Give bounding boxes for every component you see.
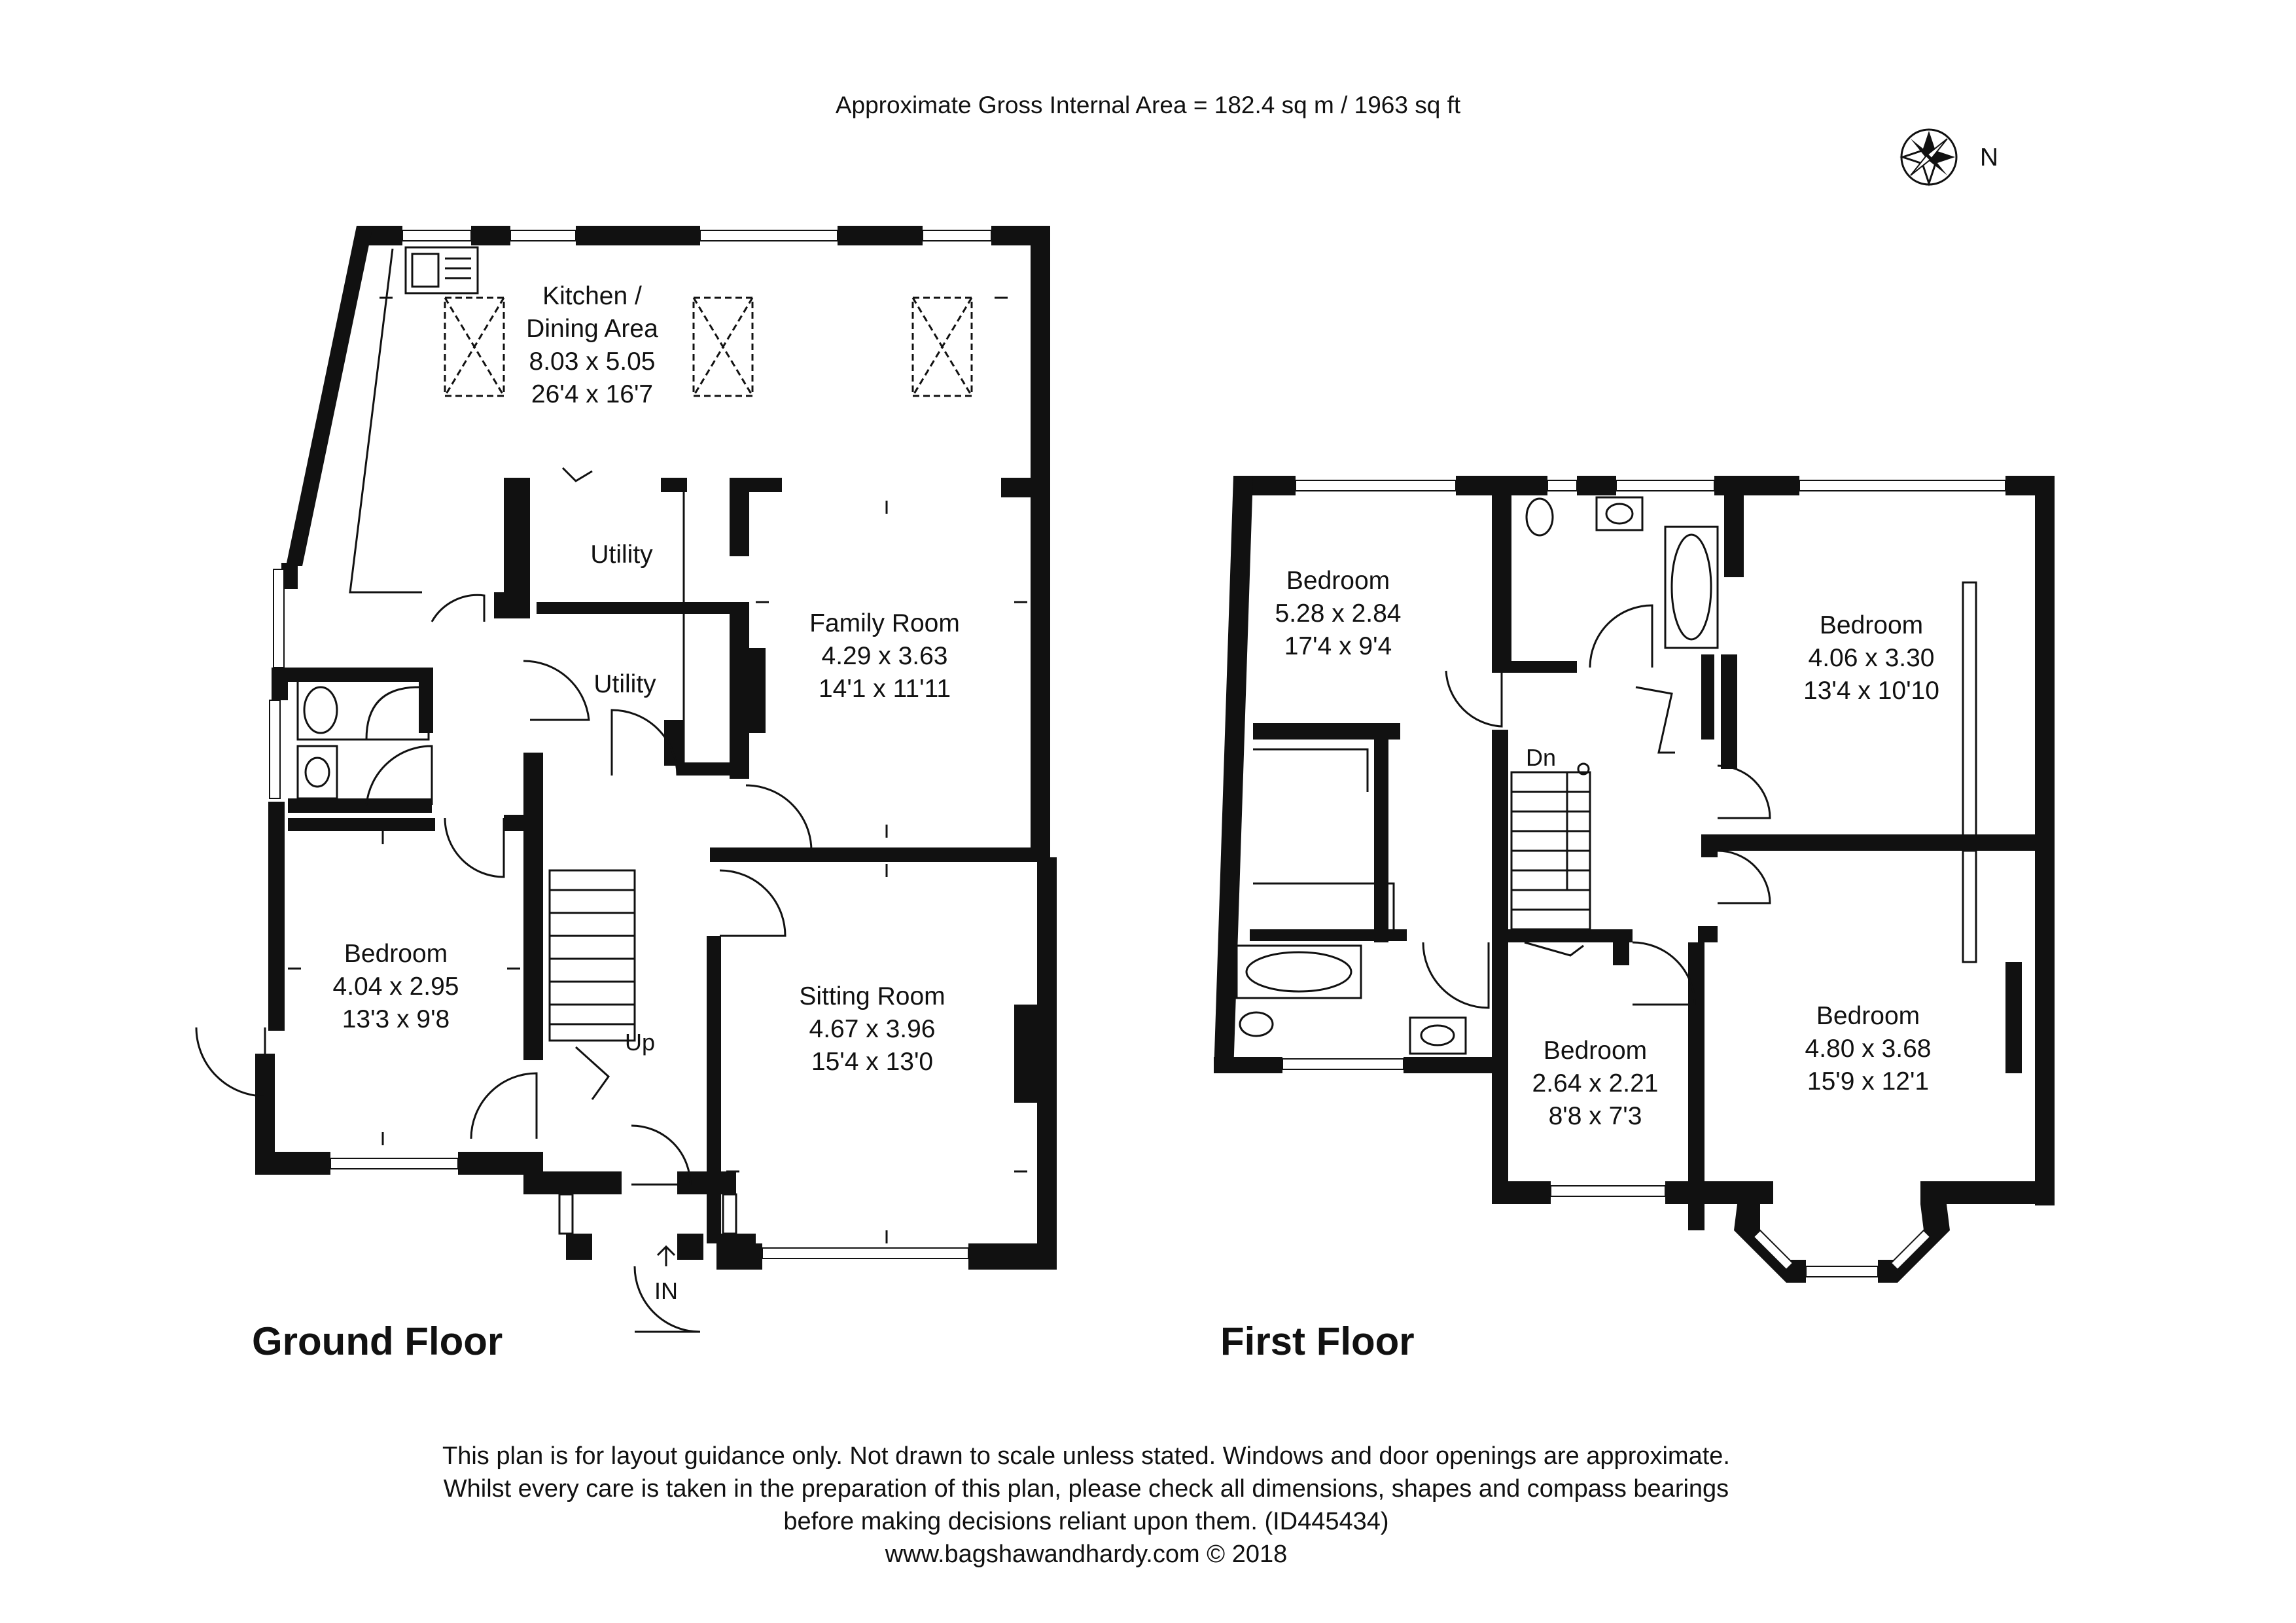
kitchen-label-line2: Dining Area (526, 315, 658, 343)
disclaimer-line-3: before making decisions reliant upon them. (ID445434) (783, 1508, 1389, 1535)
first-bedroom-2-metric: 4.06 x 3.30 (1808, 644, 1935, 672)
utility-lower-label: Utility (593, 670, 656, 698)
sitting-room-metric: 4.67 x 3.96 (809, 1015, 936, 1043)
ground-bedroom-label: Bedroom (344, 940, 448, 968)
first-stairs-down-label: Dn (1525, 744, 1557, 771)
website-copyright: www.bagshawandhardy.com © 2018 (885, 1541, 1288, 1568)
gross-internal-area-note: Approximate Gross Internal Area = 182.4 sq m / 1963 sq ft (835, 92, 1461, 118)
first-floor-walls (1214, 476, 2055, 1283)
first-bedroom-1-metric: 5.28 x 2.84 (1275, 599, 1402, 628)
kitchen-metric: 8.03 x 5.05 (529, 348, 656, 376)
compass-icon (1901, 130, 1956, 185)
kitchen-imperial: 26'4 x 16'7 (531, 380, 654, 408)
ground-shower-room-fittings (298, 681, 429, 798)
disclaimer-line-2: Whilst every care is taken in the preparation of this plan, please check all dimensions, shapes and compass bearings (443, 1475, 1729, 1503)
family-room-label: Family Room (809, 609, 960, 637)
ground-floor-labels (333, 282, 960, 1304)
ground-stairs-up-label: Up (624, 1029, 656, 1056)
first-bedroom-3-label: Bedroom (1543, 1037, 1648, 1065)
utility-upper-label: Utility (590, 541, 653, 569)
first-bedroom-3-imperial: 8'8 x 7'3 (1548, 1102, 1642, 1130)
ground-stairs (550, 870, 635, 1099)
ground-floor-title: Ground Floor (252, 1319, 503, 1363)
first-bedroom-3-metric: 2.64 x 2.21 (1532, 1069, 1659, 1097)
compass-north-label: N (1979, 143, 1999, 171)
ground-bedroom-imperial: 13'3 x 9'8 (342, 1005, 450, 1033)
disclaimer (380, 1440, 1793, 1571)
first-bedroom-1-imperial: 17'4 x 9'4 (1284, 632, 1392, 660)
first-bedroom-4-metric: 4.80 x 3.68 (1805, 1035, 1932, 1063)
ground-dimension-markers (288, 298, 1027, 1243)
entrance-label: IN (654, 1277, 678, 1304)
entrance-arrow-icon (658, 1247, 675, 1266)
family-room-metric: 4.29 x 3.63 (821, 642, 948, 670)
first-floor-stairs (1511, 764, 1590, 929)
first-bedroom-2-label: Bedroom (1819, 611, 1924, 639)
first-bedroom-1-label: Bedroom (1286, 567, 1390, 595)
first-floor-doors (1423, 605, 1770, 1008)
ground-bedroom-metric: 4.04 x 2.95 (332, 972, 459, 1001)
first-bedroom-4-label: Bedroom (1816, 1002, 1920, 1030)
family-room-imperial: 14'1 x 11'11 (818, 675, 951, 703)
disclaimer-line-1: This plan is for layout guidance only. Not drawn to scale unless stated. Windows and door openings are approximate. (442, 1442, 1730, 1470)
sitting-room-imperial: 15'4 x 13'0 (811, 1048, 934, 1076)
first-bedroom-2-imperial: 13'4 x 10'10 (1803, 677, 1939, 705)
first-bedroom-4-imperial: 15'9 x 12'1 (1807, 1067, 1930, 1096)
kitchen-label-line1: Kitchen / (542, 282, 642, 310)
first-floor-title: First Floor (1220, 1319, 1415, 1363)
sitting-room-label: Sitting Room (799, 982, 945, 1010)
